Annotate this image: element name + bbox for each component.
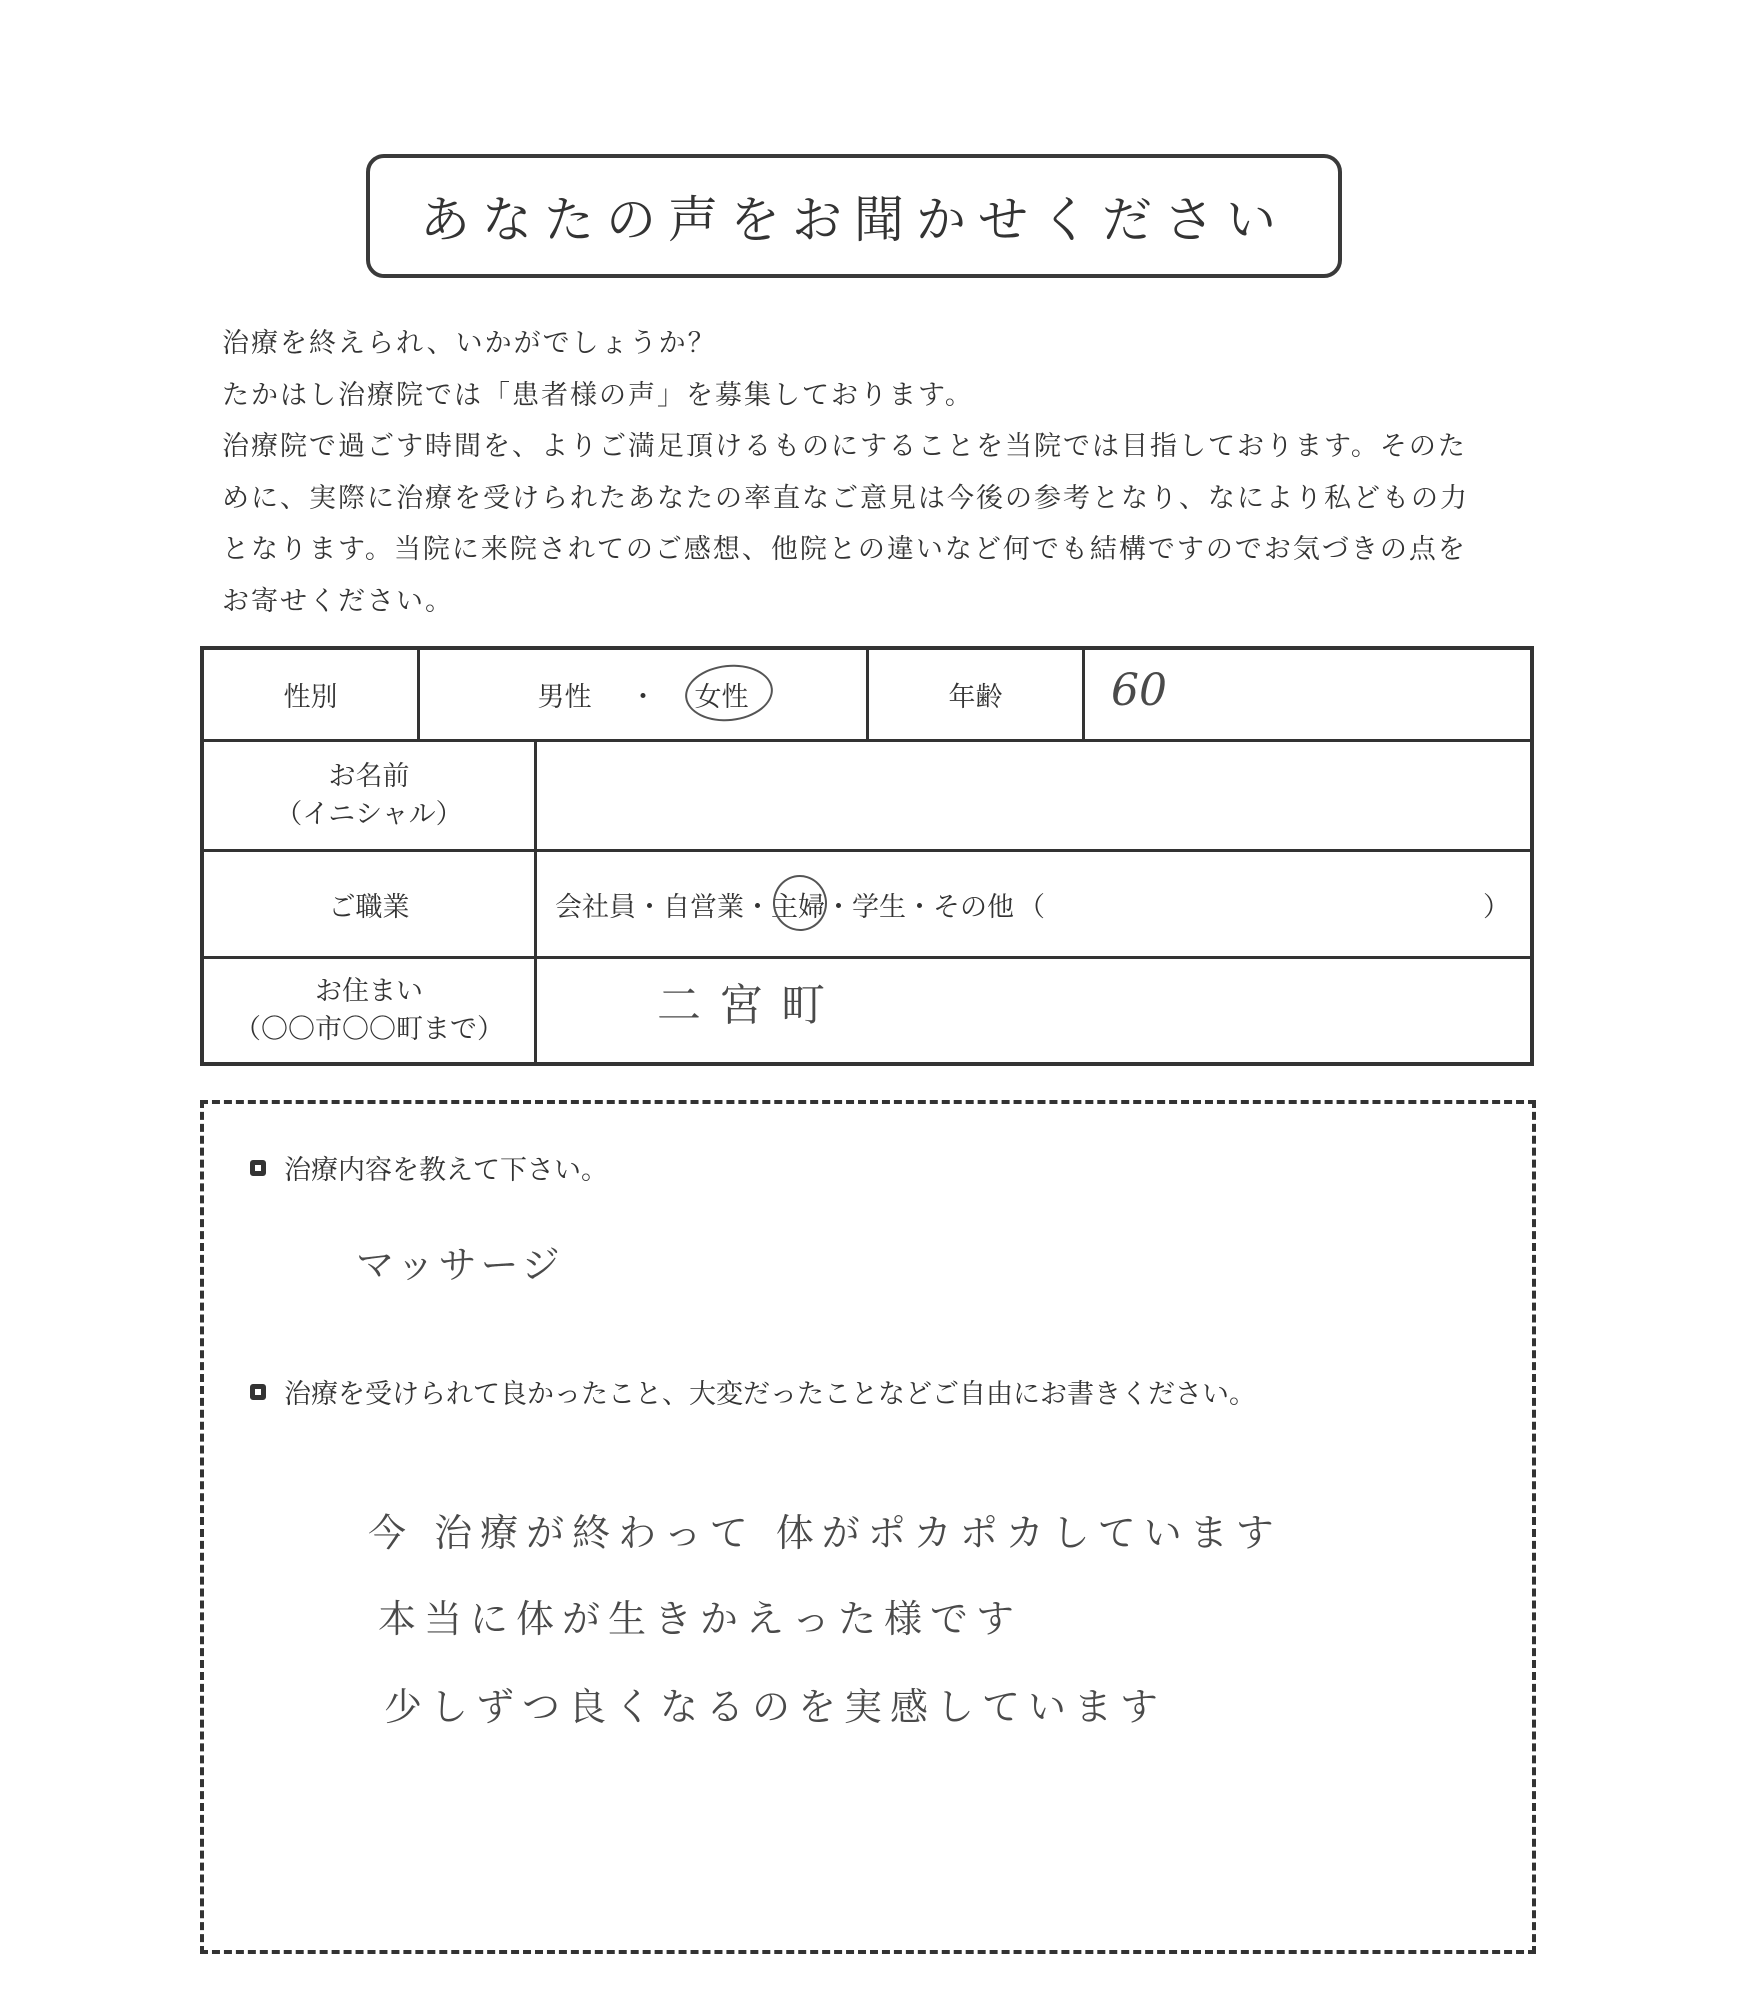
other-paren-close: ） xyxy=(1483,891,1510,923)
age-value: 60 xyxy=(1111,665,1167,716)
address-label: お住まい （〇〇市〇〇町まで） xyxy=(204,959,537,1062)
occupation-separator: ・ xyxy=(825,891,852,923)
survey-box xyxy=(200,1100,1536,1954)
question-2-answer-line[interactable]: 今 治療が終わって 体がポカポカしています xyxy=(368,1511,1282,1555)
gender-options[interactable] xyxy=(420,650,869,739)
gender-option-female[interactable]: 女性 xyxy=(695,675,749,714)
gender-age-row xyxy=(204,650,1530,739)
selection-circle xyxy=(770,872,830,933)
question-2 xyxy=(250,1372,1256,1411)
question-1-label: 治療内容を教えて下さい。 xyxy=(284,1155,608,1186)
name-field[interactable] xyxy=(537,742,1530,849)
gender-option-male[interactable]: 男性 xyxy=(537,682,592,713)
question-1-answer[interactable]: マッサージ xyxy=(356,1243,564,1287)
question-1 xyxy=(250,1148,608,1187)
intro-line: めに、実際に治療を受けられたあなたの率直なご意見は今後の参考となり、なにより私どもの力 xyxy=(222,482,1469,514)
occupation-option-housewife[interactable]: 主婦 xyxy=(771,885,825,924)
intro-line: たかはし治療院では「患者様の声」を募集しております。 xyxy=(222,379,974,411)
name-label: お名前 （イニシャル） xyxy=(204,742,537,849)
occupation-option-office-worker[interactable]: 会社員 xyxy=(555,891,636,923)
intro-line: 治療を終えられ、いかがでしょうか？ xyxy=(222,328,717,359)
occupation-row xyxy=(204,849,1530,956)
page-title: あなたの声をお聞かせください xyxy=(420,191,1288,249)
occupation-option-student[interactable]: 学生 xyxy=(852,891,906,923)
square-bullet-icon xyxy=(250,1160,266,1176)
gender-label: 性別 xyxy=(204,650,420,739)
address-value: 二宮町 xyxy=(657,979,843,1031)
occupation-separator: ・ xyxy=(636,891,663,923)
question-2-label: 治療を受けられて良かったこと、大変だったことなどご自由にお書きください。 xyxy=(284,1379,1256,1410)
gender-separator: ・ xyxy=(629,682,657,713)
square-bullet-icon xyxy=(250,1384,266,1400)
other-paren-open: （ xyxy=(1018,891,1045,923)
selection-circle xyxy=(682,661,775,726)
age-label: 年齢 xyxy=(869,650,1085,739)
question-2-answer-line[interactable]: 本当に体が生きかえった様です xyxy=(378,1597,1023,1641)
intro-line: となります。当院に来院されてのご感想、他院との違いなど何でも結構ですのでお気づきの点を xyxy=(222,534,1467,565)
address-row xyxy=(204,956,1530,1062)
intro-text xyxy=(222,318,1522,627)
occupation-separator: ・ xyxy=(906,891,933,923)
question-2-answer-line[interactable]: 少しずつ良くなるのを実感しています xyxy=(384,1685,1167,1729)
info-table xyxy=(200,646,1534,1066)
occupation-options[interactable] xyxy=(537,852,1530,956)
name-row xyxy=(204,739,1530,849)
intro-line: お寄せください。 xyxy=(222,585,454,617)
occupation-separator: ・ xyxy=(744,891,771,923)
intro-line: 治療院で過ごす時間を、よりご満足頂けるものにすることを当院では目指しております。そのた xyxy=(222,431,1467,462)
occupation-label: ご職業 xyxy=(204,852,537,956)
address-field[interactable] xyxy=(537,959,1530,1062)
occupation-option-other[interactable]: その他 xyxy=(933,891,1014,923)
title-box xyxy=(366,154,1342,278)
age-field[interactable] xyxy=(1085,650,1530,739)
occupation-option-self-employed[interactable]: 自営業 xyxy=(663,891,744,923)
